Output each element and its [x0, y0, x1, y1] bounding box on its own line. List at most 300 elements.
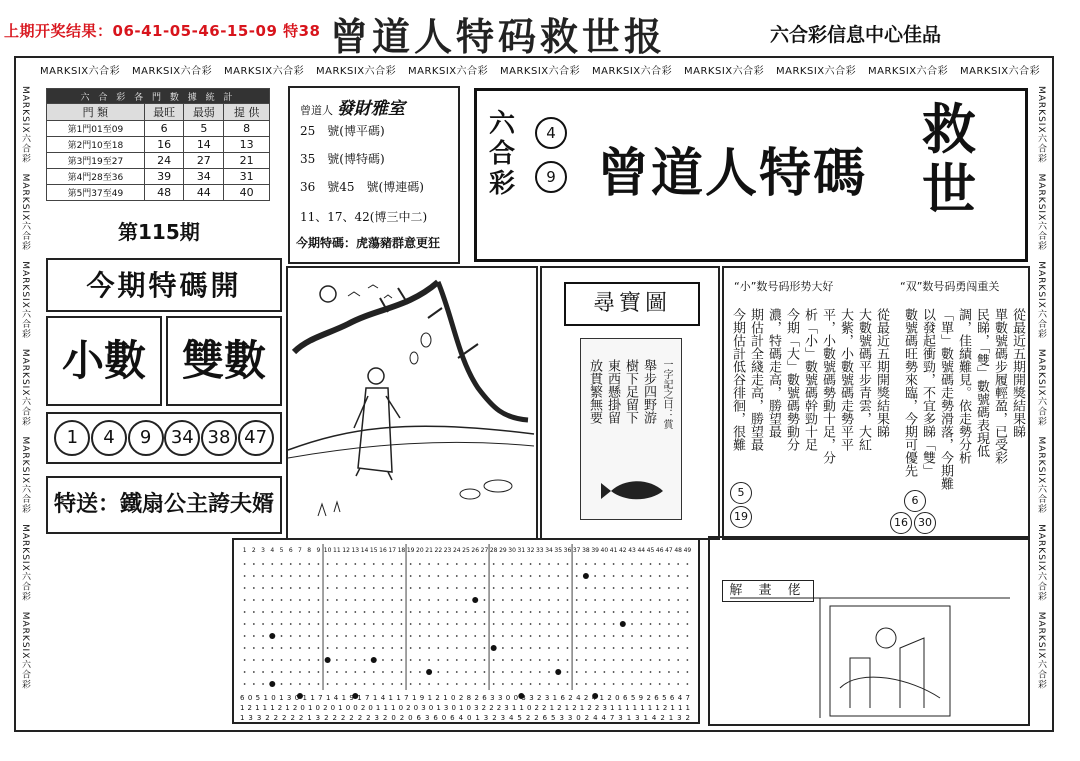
chart-dot	[419, 587, 421, 589]
chart-dot	[585, 587, 587, 589]
chart-column-number: 19	[406, 547, 415, 554]
chart-dot	[659, 635, 661, 637]
chart-dot	[650, 575, 652, 577]
chart-dot	[567, 659, 569, 661]
chart-dot	[576, 671, 578, 673]
chart-dot	[603, 587, 605, 589]
tips-line: 25 號(博平碼)	[300, 124, 385, 138]
chart-dot	[640, 671, 642, 673]
chart-dot	[281, 587, 283, 589]
chart-dot	[419, 563, 421, 565]
chart-dot	[336, 611, 338, 613]
chart-dot	[493, 611, 495, 613]
treasure-verse: 樹下足留下	[623, 359, 638, 424]
chart-dot	[456, 623, 458, 625]
chart-dot	[410, 671, 412, 673]
chart-dot	[640, 611, 642, 613]
chart-dot	[401, 647, 403, 649]
chart-dot	[603, 659, 605, 661]
title-banner	[474, 88, 1028, 262]
chart-dot	[456, 599, 458, 601]
last-result	[4, 20, 321, 41]
chart-dot	[391, 623, 393, 625]
chart-dot	[650, 623, 652, 625]
chart-dot	[493, 635, 495, 637]
chart-dot	[281, 611, 283, 613]
chart-dot	[502, 659, 504, 661]
chart-dot	[567, 635, 569, 637]
analysis-heading-double: “双”数号码勇闯重关	[900, 280, 1000, 293]
chart-dot	[640, 575, 642, 577]
chart-dot	[262, 575, 264, 577]
chart-dot	[640, 635, 642, 637]
chart-column-number: 9	[316, 547, 321, 554]
chart-column-number: 44	[637, 547, 646, 554]
chart-dot	[465, 575, 467, 577]
chart-dot	[631, 563, 633, 565]
chart-dot	[447, 575, 449, 577]
chart-dot	[364, 563, 366, 565]
chart-dot	[493, 599, 495, 601]
chart-dot	[677, 599, 679, 601]
chart-dot	[502, 647, 504, 649]
chart-dot	[520, 563, 522, 565]
chart-dot	[327, 635, 329, 637]
chart-dot	[603, 683, 605, 685]
chart-dot	[557, 611, 559, 613]
tips-line: 11、17、42(博三中二)	[300, 210, 428, 224]
chart-dot	[253, 683, 255, 685]
chart-dot	[299, 635, 301, 637]
chart-dot	[603, 623, 605, 625]
chart-dot	[391, 611, 393, 613]
chart-dot	[290, 671, 292, 673]
chart-dot	[557, 623, 559, 625]
chart-dot	[345, 659, 347, 661]
chart-dot	[391, 599, 393, 601]
chart-dot	[262, 647, 264, 649]
chart-dot	[622, 659, 624, 661]
chart-dot	[391, 635, 393, 637]
chart-dot	[502, 575, 504, 577]
chart-dot	[567, 575, 569, 577]
chart-dot	[502, 587, 504, 589]
chart-dot	[373, 599, 375, 601]
chart-dot	[622, 611, 624, 613]
chart-dot	[530, 623, 532, 625]
chart-dot	[271, 575, 273, 577]
chart-column-number: 32	[526, 547, 535, 554]
chart-dot	[437, 647, 439, 649]
chart-dot	[373, 683, 375, 685]
tips-line: 36 號45 號(博連碼)	[300, 180, 424, 194]
chart-dot	[244, 563, 246, 565]
ball-icon: 9	[535, 161, 567, 193]
chart-dot	[539, 575, 541, 577]
chart-dot	[493, 587, 495, 589]
chart-dot	[677, 623, 679, 625]
tips-author: 曾道人	[300, 104, 333, 117]
chart-dot	[419, 611, 421, 613]
chart-dot	[686, 683, 688, 685]
number-ring: 34	[164, 420, 200, 456]
chart-dot	[511, 623, 513, 625]
chart-dot	[253, 671, 255, 673]
number-ring: 19	[730, 506, 752, 528]
chart-digit-row: 6 0 5 1 0 1 3 0 1 1 7 1 4 1 9 1 7 1 4 1 1 7 1 9 1 2 1 0 2 8 2 6 3 3 0 0 3 3 2 3 1 6 2 4 2 4 1 2 0 6 5 9 2 6 5 6 4 7	[240, 694, 690, 702]
chart-dot	[336, 563, 338, 565]
fish-icon	[581, 469, 681, 509]
chart-dot	[613, 611, 615, 613]
chart-dot	[253, 623, 255, 625]
chart-dot	[364, 587, 366, 589]
chart-dot	[585, 647, 587, 649]
chart-dot	[530, 599, 532, 601]
chart-dot	[345, 563, 347, 565]
number-ring: 30	[914, 512, 936, 534]
chart-dot	[345, 683, 347, 685]
chart-dot	[585, 671, 587, 673]
chart-dot	[465, 683, 467, 685]
chart-dot	[345, 635, 347, 637]
chart-dot	[631, 575, 633, 577]
chart-column-number: 6	[288, 547, 293, 554]
chart-dot	[668, 647, 670, 649]
chart-dot	[299, 611, 301, 613]
chart-dot	[299, 647, 301, 649]
chart-column-number: 46	[655, 547, 664, 554]
chart-dot	[299, 563, 301, 565]
stats-table	[46, 88, 270, 201]
chart-dot	[557, 647, 559, 649]
chart-dot	[354, 671, 356, 673]
chart-dot	[668, 623, 670, 625]
chart-dot	[474, 563, 476, 565]
chart-dot	[354, 623, 356, 625]
chart-dot	[668, 587, 670, 589]
chart-dot	[594, 671, 596, 673]
chart-dot	[493, 563, 495, 565]
tips-special-label: 今期特碼：	[296, 236, 357, 250]
chart-dot	[530, 587, 532, 589]
chart-dot	[686, 635, 688, 637]
chart-dot	[530, 575, 532, 577]
analysis-double-col: 單數號碼步履輕盈，已受彩	[992, 308, 1007, 464]
chart-dot	[428, 623, 430, 625]
chart-dot	[373, 587, 375, 589]
chart-dot	[290, 563, 292, 565]
chart-dot	[244, 575, 246, 577]
tips-special-text: 虎蕩豬群意更狂	[356, 236, 441, 250]
chart-dot	[447, 611, 449, 613]
chart-column-number: 7	[298, 547, 302, 554]
chart-dot	[622, 671, 624, 673]
chart-dot	[299, 683, 301, 685]
chart-hit	[269, 681, 275, 687]
chart-dot	[336, 575, 338, 577]
chart-dot	[650, 563, 652, 565]
chart-dot	[622, 647, 624, 649]
chart-dot	[410, 623, 412, 625]
chart-dot	[567, 587, 569, 589]
table-row: 第1門01至09 6 5 8	[47, 121, 270, 137]
chart-column-number: 14	[360, 547, 369, 554]
chart-dot	[401, 611, 403, 613]
chart-dot	[548, 611, 550, 613]
chart-dot	[603, 575, 605, 577]
ball-icon: 4	[535, 117, 567, 149]
chart-dot	[659, 683, 661, 685]
chart-dot	[290, 635, 292, 637]
chart-dot	[336, 659, 338, 661]
chart-dot	[530, 563, 532, 565]
chart-dot	[659, 563, 661, 565]
chart-dot	[557, 575, 559, 577]
chart-dot	[567, 683, 569, 685]
chart-dot	[640, 683, 642, 685]
analysis-double-col: 數號碼旺勢來臨，今期可優先	[902, 308, 917, 477]
chart-dot	[686, 659, 688, 661]
chart-column-number: 16	[379, 547, 387, 554]
chart-dot	[539, 635, 541, 637]
chart-dot	[401, 623, 403, 625]
chart-column-number: 8	[307, 547, 312, 554]
chart-dot	[631, 635, 633, 637]
chart-column-number: 3	[261, 547, 265, 554]
chart-dot	[437, 575, 439, 577]
chart-dot	[668, 635, 670, 637]
chart-dot	[244, 587, 246, 589]
chart-dot	[345, 611, 347, 613]
chart-dot	[327, 647, 329, 649]
chart-dot	[327, 563, 329, 565]
chart-dot	[539, 611, 541, 613]
chart-dot	[308, 659, 310, 661]
chart-dot	[493, 683, 495, 685]
analysis-double-col: 民睇，「雙」數號碼表現低	[974, 308, 989, 458]
chart-column-number: 37	[572, 547, 581, 554]
chart-dot	[290, 611, 292, 613]
chart-dot	[650, 683, 652, 685]
chart-dot	[502, 563, 504, 565]
chart-dot	[327, 683, 329, 685]
chart-dot	[281, 575, 283, 577]
chart-dot	[659, 671, 661, 673]
chart-dot	[262, 635, 264, 637]
chart-dot	[502, 599, 504, 601]
stats-header: 最旺	[144, 104, 184, 121]
analysis-small-col: 從最近五期開獎結果睇	[874, 308, 889, 438]
chart-dot	[502, 635, 504, 637]
chart-dot	[650, 671, 652, 673]
chart-dot	[262, 587, 264, 589]
chart-dot	[382, 587, 384, 589]
chart-dot	[345, 671, 347, 673]
chart-dot	[308, 611, 310, 613]
chart-dot	[613, 659, 615, 661]
last-result-numbers: 06-41-05-46-15-09	[112, 22, 278, 40]
chart-dot	[382, 635, 384, 637]
chart-dot	[511, 587, 513, 589]
chart-column-number: 24	[452, 547, 461, 554]
chart-dot	[410, 635, 412, 637]
analysis-small-col: 大紫，小數號碼走勢平平	[838, 308, 853, 451]
chart-dot	[520, 575, 522, 577]
chart-dot	[465, 587, 467, 589]
chart-column-number: 21	[425, 547, 433, 554]
chart-column-number: 28	[489, 547, 498, 554]
chart-dot	[271, 563, 273, 565]
chart-dot	[336, 635, 338, 637]
chart-dot	[447, 635, 449, 637]
chart-dot	[382, 575, 384, 577]
chart-dot	[622, 575, 624, 577]
chart-dot	[493, 659, 495, 661]
chart-dot	[594, 611, 596, 613]
chart-dot	[631, 587, 633, 589]
chart-column-number: 17	[388, 547, 397, 554]
history-chart-svg	[234, 540, 698, 722]
chart-hit	[371, 657, 377, 663]
table-row: 第4門28至36 39 34 31	[47, 169, 270, 185]
chart-dot	[447, 671, 449, 673]
jiehua-title: 解 畫 佬	[722, 580, 814, 602]
chart-dot	[345, 647, 347, 649]
chart-dot	[410, 659, 412, 661]
chart-dot	[668, 575, 670, 577]
small-number-box: 小數	[46, 316, 162, 406]
chart-dot	[318, 599, 320, 601]
treasure-caption: 尋寶圖	[564, 282, 700, 326]
chart-dot	[382, 563, 384, 565]
chart-column-number: 25	[462, 547, 470, 554]
chart-dot	[539, 623, 541, 625]
chart-dot	[327, 671, 329, 673]
chart-dot	[428, 683, 430, 685]
chart-dot	[456, 659, 458, 661]
chart-dot	[428, 575, 430, 577]
chart-dot	[465, 599, 467, 601]
chart-dot	[502, 683, 504, 685]
chart-dot	[594, 623, 596, 625]
chart-dot	[548, 671, 550, 673]
chart-column-number: 45	[646, 547, 655, 554]
chart-dot	[631, 599, 633, 601]
chart-dot	[668, 611, 670, 613]
chart-dot	[299, 671, 301, 673]
chart-dot	[493, 623, 495, 625]
chart-dot	[354, 611, 356, 613]
chart-dot	[281, 563, 283, 565]
chart-dot	[511, 563, 513, 565]
chart-dot	[281, 623, 283, 625]
chart-dot	[613, 623, 615, 625]
chart-dot	[650, 647, 652, 649]
chart-dot	[244, 671, 246, 673]
analysis-small-col: 期估計全綫走高，勝望最	[748, 308, 763, 451]
chart-dot	[594, 683, 596, 685]
chart-dot	[511, 671, 513, 673]
chart-dot	[364, 623, 366, 625]
table-row: 第3門19至27 24 27 21	[47, 153, 270, 169]
chart-dot	[631, 623, 633, 625]
chart-dot	[465, 659, 467, 661]
chart-dot	[318, 611, 320, 613]
chart-dot	[576, 575, 578, 577]
chart-dot	[484, 659, 486, 661]
chart-dot	[530, 671, 532, 673]
last-result-special: 特38	[283, 22, 321, 40]
chart-dot	[539, 683, 541, 685]
treasure-verse: 放貫繁無要	[587, 359, 602, 424]
chart-dot	[401, 683, 403, 685]
chart-dot	[640, 563, 642, 565]
chart-dot	[567, 599, 569, 601]
chart-dot	[271, 611, 273, 613]
chart-dot	[419, 623, 421, 625]
chart-dot	[456, 611, 458, 613]
scholar-illustration	[286, 266, 538, 540]
chart-dot	[299, 599, 301, 601]
chart-dot	[327, 623, 329, 625]
chart-dot	[686, 611, 688, 613]
chart-dot	[327, 611, 329, 613]
chart-dot	[410, 587, 412, 589]
chart-dot	[686, 623, 688, 625]
chart-dot	[253, 659, 255, 661]
analysis-small-col: 析「小」數號碼幹勁十足	[802, 308, 817, 451]
chart-dot	[373, 623, 375, 625]
chart-dot	[484, 683, 486, 685]
chart-dot	[290, 659, 292, 661]
number-ring: 47	[238, 420, 274, 456]
chart-hit	[491, 645, 497, 651]
chart-dot	[484, 671, 486, 673]
chart-dot	[391, 647, 393, 649]
chart-dot	[410, 575, 412, 577]
chart-dot	[603, 647, 605, 649]
chart-dot	[373, 575, 375, 577]
chart-dot	[594, 659, 596, 661]
org-name: 六合彩信息中心佳品	[770, 24, 942, 46]
chart-dot	[419, 671, 421, 673]
chart-dot	[520, 683, 522, 685]
chart-dot	[281, 647, 283, 649]
chart-dot	[576, 599, 578, 601]
chart-dot	[474, 647, 476, 649]
chart-dot	[511, 611, 513, 613]
chart-dot	[530, 647, 532, 649]
chart-dot	[290, 623, 292, 625]
chart-dot	[677, 671, 679, 673]
chart-dot	[594, 587, 596, 589]
chart-dot	[318, 623, 320, 625]
chart-dot	[253, 587, 255, 589]
chart-dot	[557, 587, 559, 589]
chart-dot	[382, 647, 384, 649]
analysis-double-col: 從最近五期開獎結果睇	[1010, 308, 1025, 438]
chart-column-number: 40	[600, 547, 609, 554]
chart-dot	[419, 635, 421, 637]
chart-dot	[401, 671, 403, 673]
chart-dot	[520, 635, 522, 637]
chart-dot	[548, 599, 550, 601]
chart-dot	[585, 563, 587, 565]
chart-dot	[262, 563, 264, 565]
chart-dot	[428, 611, 430, 613]
chart-dot	[447, 599, 449, 601]
chart-dot	[262, 611, 264, 613]
